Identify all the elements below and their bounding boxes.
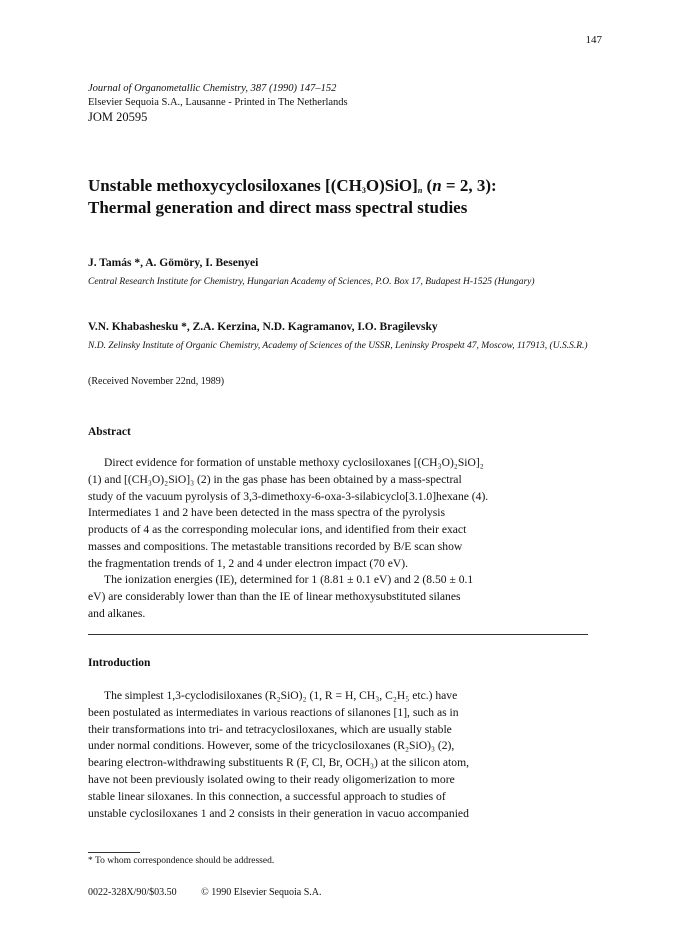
title-line-2: Thermal generation and direct mass spectral studies [88, 198, 468, 217]
abstract-line: and alkanes. [88, 606, 146, 620]
abstract-heading: Abstract [88, 426, 131, 438]
introduction-heading: Introduction [88, 657, 151, 669]
abstract-line: Direct evidence for formation of unstable methoxy cyclosiloxanes [(CH₃O)₂SiO]₂ [104, 456, 484, 469]
abstract-line: The ionization energies (IE), determined for 1 (8.81 ± 0.1 eV) and 2 (8.50 ± 0.1 [104, 573, 474, 586]
affiliation-2: N.D. Zelinsky Institute of Organic Chemistry, Academy of Sciences of the USSR, Leninsky Prospekt 47, Moscow, 117913, (U.S.S.R.) [88, 341, 588, 351]
copyright: © 1990 Elsevier Sequoia S.A. [201, 887, 322, 898]
abstract-line: eV) are considerably lower than than the IE of linear methoxysubstituted silanes [88, 589, 461, 603]
issn-code: 0022-328X/90/$03.50 [88, 887, 177, 898]
abstract-line: the fragmentation trends of 1, 2 and 4 under electron impact (70 eV). [88, 556, 409, 570]
abstract-line: study of the vacuum pyrolysis of 3,3-dimethoxy-6-oxa-3-silabicyclo[3.1.0]hexane (4). [88, 489, 489, 503]
journal-header [88, 82, 348, 125]
abstract-line: (1) and [(CH₃O)₂SiO]₃ (2) in the gas phase has been obtained by a mass-spectral [88, 472, 462, 486]
abstract-line: masses and compositions. The metastable transitions recorded by B/E scan show [88, 539, 463, 553]
intro-line: their transformations into tri- and tetracyclosiloxanes, which are usually stable [88, 722, 452, 736]
intro-line: under normal conditions. However, some of the tricyclosiloxanes (R₂SiO)₃ (2), [88, 739, 455, 753]
received-date: (Received November 22nd, 1989) [88, 376, 225, 387]
abstract-line: Intermediates 1 and 2 have been detected in the mass spectra of the pyrolysis [88, 506, 446, 520]
abstract-paragraph-1 [88, 455, 604, 573]
authors-group-1: J. Tamás *, A. Gömöry, I. Besenyei [88, 257, 259, 269]
abstract-paragraph-2 [88, 572, 604, 622]
intro-line: have not been previously isolated owing to their ready oligomerization to more [88, 772, 455, 786]
intro-line: stable linear siloxanes. In this connection, a successful approach to studies of [88, 789, 446, 803]
article-title [88, 175, 628, 219]
footnote: * To whom correspondence should be addressed. [88, 856, 275, 866]
intro-line: bearing electron-withdrawing substituents R (F, Cl, Br, OCH₃) at the silicon atom, [88, 756, 469, 770]
intro-line: been postulated as intermediates in various reactions of silanones [1], such as in [88, 705, 459, 719]
introduction-paragraph [88, 688, 604, 822]
jom-number: JOM 20595 [88, 110, 148, 124]
authors-group-2: V.N. Khabashesku *, Z.A. Kerzina, N.D. Kagramanov, I.O. Bragilevsky [88, 321, 438, 333]
page-number: 147 [585, 34, 602, 46]
page-footer [88, 887, 321, 898]
abstract-divider [88, 634, 588, 635]
intro-line: unstable cyclosiloxanes 1 and 2 consists in their generation in vacuo accompanied [88, 806, 469, 820]
publisher-line: Elsevier Sequoia S.A., Lausanne - Printed in The Netherlands [88, 96, 348, 108]
intro-line: The simplest 1,3-cyclodisiloxanes (R₂SiO)₂ (1, R = H, CH₃, C₂H₅ etc.) have [104, 689, 458, 702]
abstract-line: products of 4 as the corresponding molecular ions, and identified from their exact [88, 523, 467, 537]
title-line-1: Unstable methoxycyclosiloxanes $[(CH_3O)SiO]_n$ (n = 2, 3): [88, 176, 497, 195]
journal-reference: Journal of Organometallic Chemistry, 387 (1990) 147–152 [88, 83, 337, 94]
footnote-divider [88, 852, 140, 853]
affiliation-1: Central Research Institute for Chemistry, Hungarian Academy of Sciences, P.O. Box 17, Budapest H-1525 (Hungary) [88, 277, 535, 287]
